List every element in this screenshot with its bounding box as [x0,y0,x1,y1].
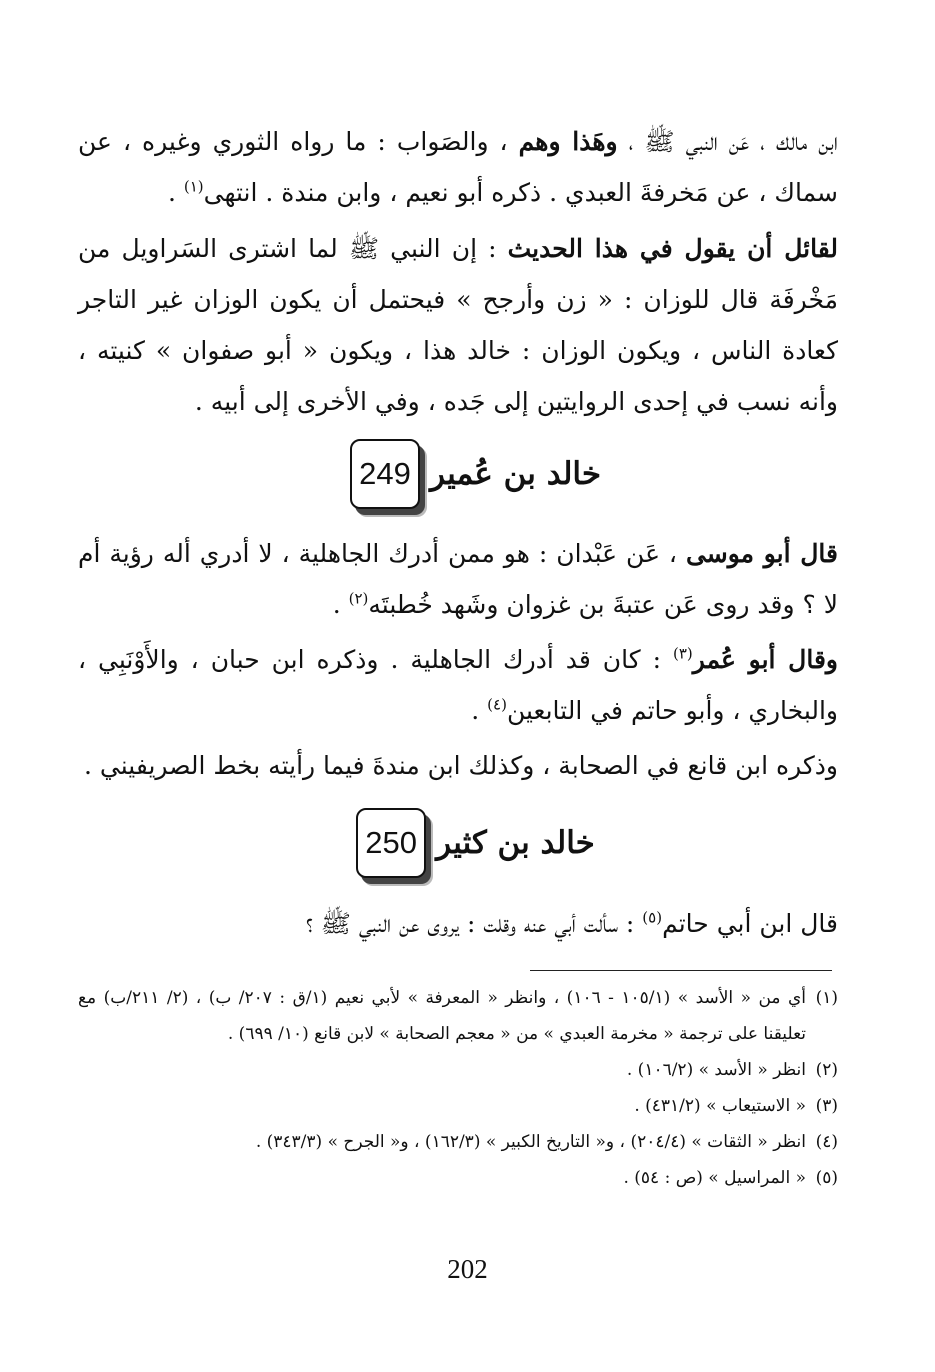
footnote-ref[interactable]: (٤) [487,695,507,714]
paragraph [78,528,838,630]
section-khalid-prev [78,116,838,427]
footnote-text: انظر « الثقات » (٢٠٤/٤) ، و« التاريخ الكبير » (١٦٢/٣) ، و« الجرح » (٣٤٣/٣) . [255,1132,806,1152]
paragraph [78,223,838,427]
entry-number-box [356,808,426,878]
section-khalid-umayr [78,528,838,791]
entry-number: 250 [365,825,418,860]
footnote-item [78,1160,838,1196]
bold-text: قال أبو موسى [685,539,838,568]
footnote-item [78,1088,838,1124]
text-run: عن سماك ، عن مَخرفةَ العبدي . ذكره أبو نعيم ، وابن مندة . انتهى [78,127,838,207]
text-run: ابن مالك ، عَن النبي ﷺ ، [617,127,838,156]
footnote-number: (٤) [815,1132,838,1152]
paragraph [78,116,838,218]
footnote-ref[interactable]: (٣) [673,644,693,663]
footnote-item [78,980,838,1052]
footnotes [78,980,838,1196]
section-khalid-kathir [78,898,838,949]
footnote-text: « الاستيعاب » (٤٣١/٢) . [634,1096,806,1116]
text-run: : كان قد أدرك الجاهلية . وذكره ابن حبان ، والأَوْنَبِي ، والبخاري ، وأبو حاتم في التابعين [78,645,838,725]
footnote-number: (٥) [815,1168,838,1188]
paragraph [78,634,838,736]
bold-text: وهَذا وهم [518,127,618,156]
footnote-ref[interactable]: (٢) [348,589,369,608]
page-number: 202 [447,1254,488,1284]
bold-text: وقال أبو عُمر [692,645,838,674]
text-run: . [167,178,184,207]
footnote-separator [530,970,832,971]
text-run: . [471,696,488,725]
entry-title: خالد بن عُمير [430,456,602,492]
text-run: قال ابن أبي حاتم [662,909,838,938]
footnote-item [78,1124,838,1160]
text-run: . [332,590,349,619]
entry-number: 249 [359,456,411,491]
footnote-ref[interactable]: (٥) [642,908,663,927]
bold-text: لقائل أن يقول في هذا الحديث [507,234,838,263]
footnote-text: أي من « الأسد » (١٠٥/١ - ١٠٦) ، وانظر « المعرفة » لأبي نعيم (١/ق : ٢٠٧/ ب) ، (٢/ ٢١١/ب) مع تعليقنا على ترجمة « مخرمة العبدي » من « معجم الصحابة » لابن قانع (١٠/ ٦٩٩) . [78,988,806,1044]
footnote-ref[interactable]: (١) [183,177,204,196]
entry-heading-250 [0,800,935,886]
text-run: ، والصَواب : ما رواه الثوري وغيره ، [122,127,519,156]
footnote-number: (٣) [815,1096,838,1116]
entry-number-box [350,439,420,509]
paragraph [78,898,838,949]
footnote-number: (٢) [815,1060,838,1080]
text-run: وذكره ابن قانع في الصحابة ، وكذلك ابن مندةَ فيما رأيته بخط الصريفيني . [84,751,838,780]
footnote-text: « المراسيل » (ص : ٥٤) . [623,1168,806,1188]
paragraph [78,740,838,791]
text-run: : إن النبي ﷺ لما اشترى السَراويل من مَخْرفَة قال للوزان : « زن وأرجح » فيحتمل أن يكون الوزان غير التاجر كعادة الناس ، ويكون الوزان : خالد هذا ، ويكون « أبو صفوان » كنيته ، وأنه نسب في إحدى الروايتين إلى جَده ، وفي الأخرى إلى أبيه . [78,234,838,416]
footnote-item [78,1052,838,1088]
text-run: : سألت أبي عنه وقلت : يروى عن النبي ﷺ ؟ [305,909,643,938]
entry-heading-249 [0,431,935,517]
footnote-text: انظر « الأسد » (١٠٦/٢) . [626,1060,806,1080]
entry-title: خالد بن كثير [436,825,595,861]
footnote-number: (١) [815,988,838,1008]
text-run: ، عَن عَبْدان : هو ممن أدرك الجاهلية ، لا أدري أله رؤية أم لا ؟ وقد روى عَن عتبةَ بن غزوان وشَهد خُطبتَه [78,539,838,619]
